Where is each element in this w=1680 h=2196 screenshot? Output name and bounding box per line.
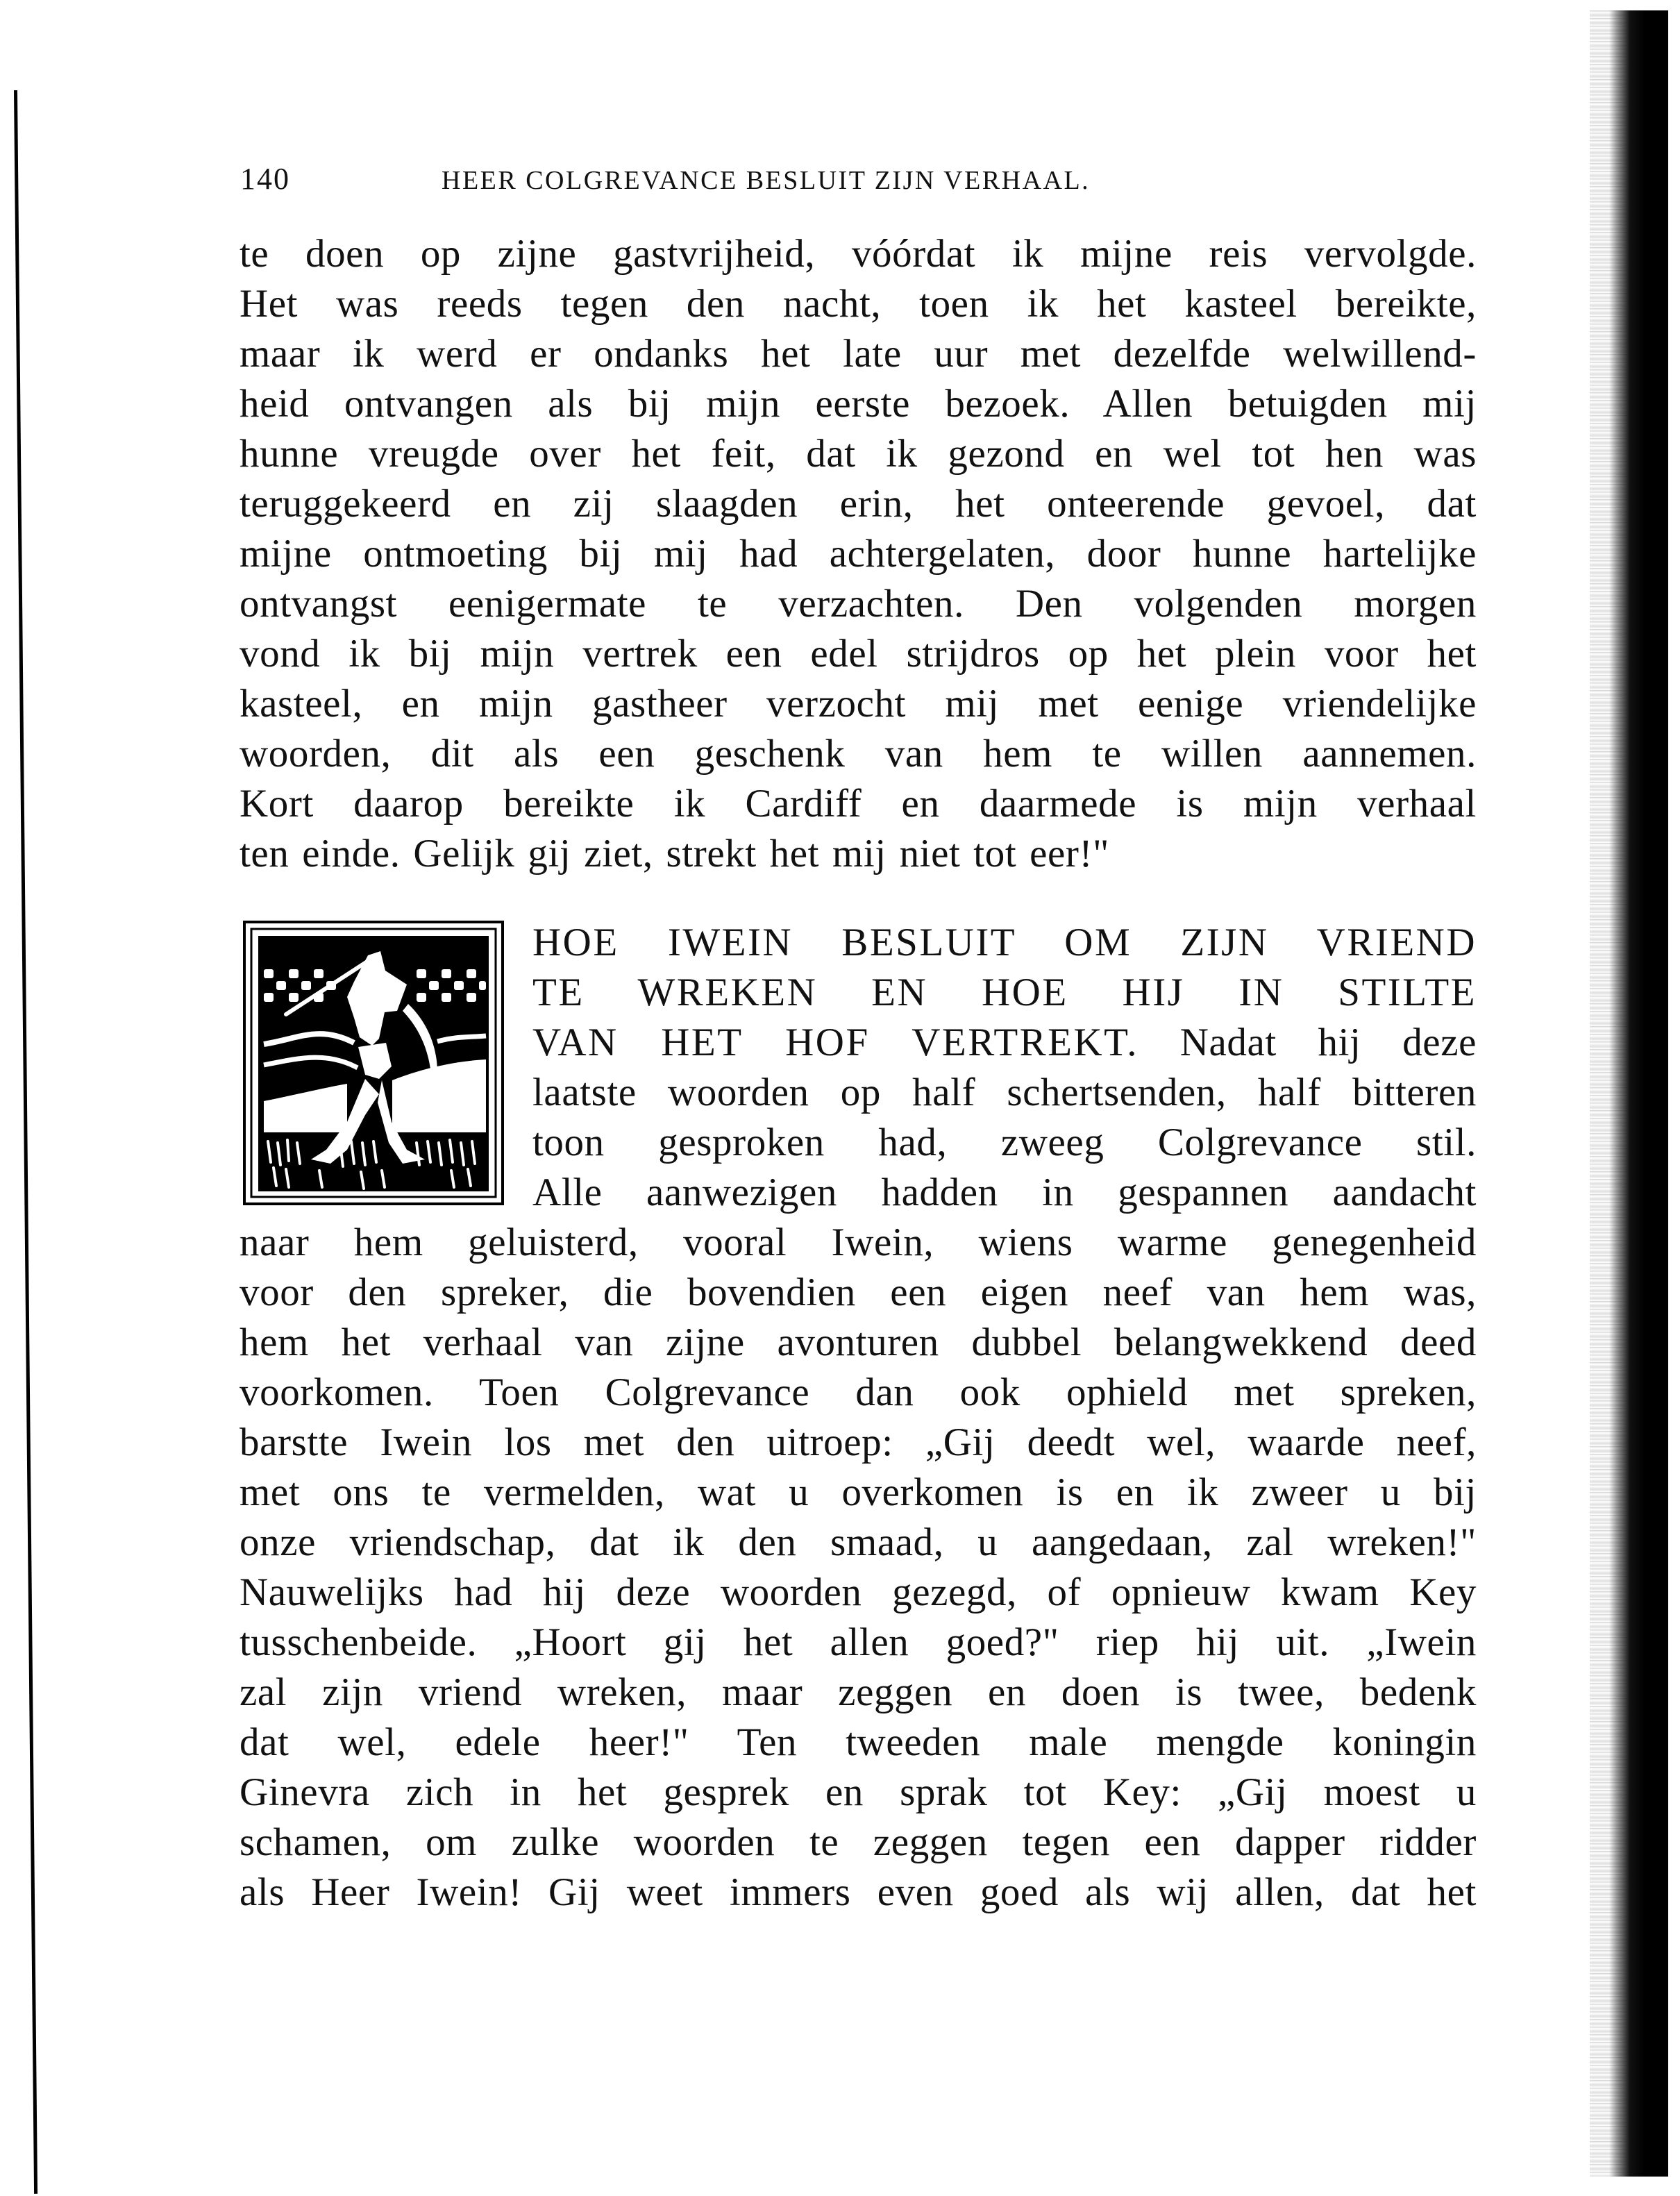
- text-line: voor den spreker, die bovendien een eigen neef van hem was,: [240, 1271, 1477, 1314]
- text-line: teruggekeerd en zij slaagden erin, het onteerende gevoel, dat: [240, 482, 1477, 526]
- text-line: Kort daarop bereikte ik Cardiff en daarmede is mijn verhaal: [240, 782, 1477, 825]
- running-head: [240, 161, 1490, 203]
- chapter-heading-tail: VAN HET HOF VERTREKT.: [532, 1021, 1139, 1064]
- text-line: maar ik werd er ondanks het late uur met dezelfde welwillend-: [240, 332, 1477, 376]
- text-line: woorden, dit als een geschenk van hem te willen aannemen.: [240, 732, 1477, 776]
- text-line: met ons te vermelden, wat u overkomen is en ik zweer u bij: [240, 1470, 1477, 1514]
- text-line: dat wel, edele heer!" Ten tweeden male mengde koningin: [240, 1720, 1477, 1764]
- text-line: toon gesproken had, zweeg Colgrevance stil.: [532, 1121, 1477, 1164]
- text-line: als Heer Iwein! Gij weet immers even goed als wij allen, dat het: [240, 1870, 1477, 1914]
- text-line: Alle aanwezigen hadden in gespannen aandacht: [532, 1171, 1477, 1214]
- text-line: laatste woorden op half schertsenden, half bitteren: [532, 1071, 1477, 1114]
- lines-beside-illustration: [532, 918, 1477, 1218]
- text-line: te doen op zijne gastvrijheid, vóórdat ik mijne reis vervolgde.: [240, 232, 1477, 276]
- text-line: mijne ontmoeting bij mij had achtergelaten, door hunne hartelijke: [240, 532, 1477, 576]
- text-line: hunne vreugde over het feit, dat ik gezond en wel tot hen was: [240, 432, 1477, 476]
- text-line: onze vriendschap, dat ik den smaad, u aangedaan, zal wreken!": [240, 1520, 1477, 1564]
- text-line: Nauwelijks had hij deze woorden gezegd, of opnieuw kwam Key: [240, 1570, 1477, 1614]
- text-line: vond ik bij mijn vertrek een edel strijdros op het plein voor het: [240, 632, 1477, 676]
- scan-left-edge-line: [14, 90, 37, 2194]
- text-line: ontvangst eenigermate te verzachten. Den volgenden morgen: [240, 582, 1477, 626]
- text-line: [532, 1018, 1477, 1068]
- text-line: Het was reeds tegen den nacht, toen ik het kasteel bereikte,: [240, 282, 1477, 326]
- chapter-heading-line: TE WREKEN EN HOE HIJ IN STILTE: [532, 971, 1477, 1014]
- text-line: naar hem geluisterd, vooral Iwein, wiens warme genegenheid: [240, 1221, 1477, 1264]
- text-fragment: Nadat hij deze: [1138, 1021, 1477, 1064]
- chapter-section: [240, 918, 1477, 1918]
- text-line: voorkomen. Toen Colgrevance dan ook ophield met spreken,: [240, 1371, 1477, 1414]
- text-line: zal zijn vriend wreken, maar zeggen en doen is twee, bedenk: [240, 1670, 1477, 1714]
- text-line: hem het verhaal van zijne avonturen dubbel belangwekkend deed: [240, 1321, 1477, 1364]
- text-line: schamen, om zulke woorden te zeggen tegen een dapper ridder: [240, 1820, 1477, 1864]
- paragraph-continuation: [240, 229, 1477, 879]
- running-head-title: HEER COLGREVANCE BESLUIT ZIJN VERHAAL.: [442, 166, 1091, 195]
- page-number: 140: [240, 162, 290, 196]
- scan-page-edge-shadow: [1609, 10, 1668, 2177]
- text-line: kasteel, en mijn gastheer verzocht mij met eenige vriendelijke: [240, 682, 1477, 726]
- text-line: heid ontvangen als bij mijn eerste bezoek. Allen betuigden mij: [240, 382, 1477, 426]
- text-line: barstte Iwein los met den uitroep: „Gij deedt wel, waarde neef,: [240, 1420, 1477, 1464]
- text-line: tusschenbeide. „Hoort gij het allen goed?" riep hij uit. „Iwein: [240, 1620, 1477, 1664]
- text-line: ten einde. Gelijk gij ziet, strekt het mij niet tot eer!": [240, 832, 1109, 875]
- chapter-heading-line: HOE IWEIN BESLUIT OM ZIJN VRIEND: [532, 921, 1477, 964]
- text-line: Ginevra zich in het gesprek en sprak tot Key: „Gij moest u: [240, 1770, 1477, 1814]
